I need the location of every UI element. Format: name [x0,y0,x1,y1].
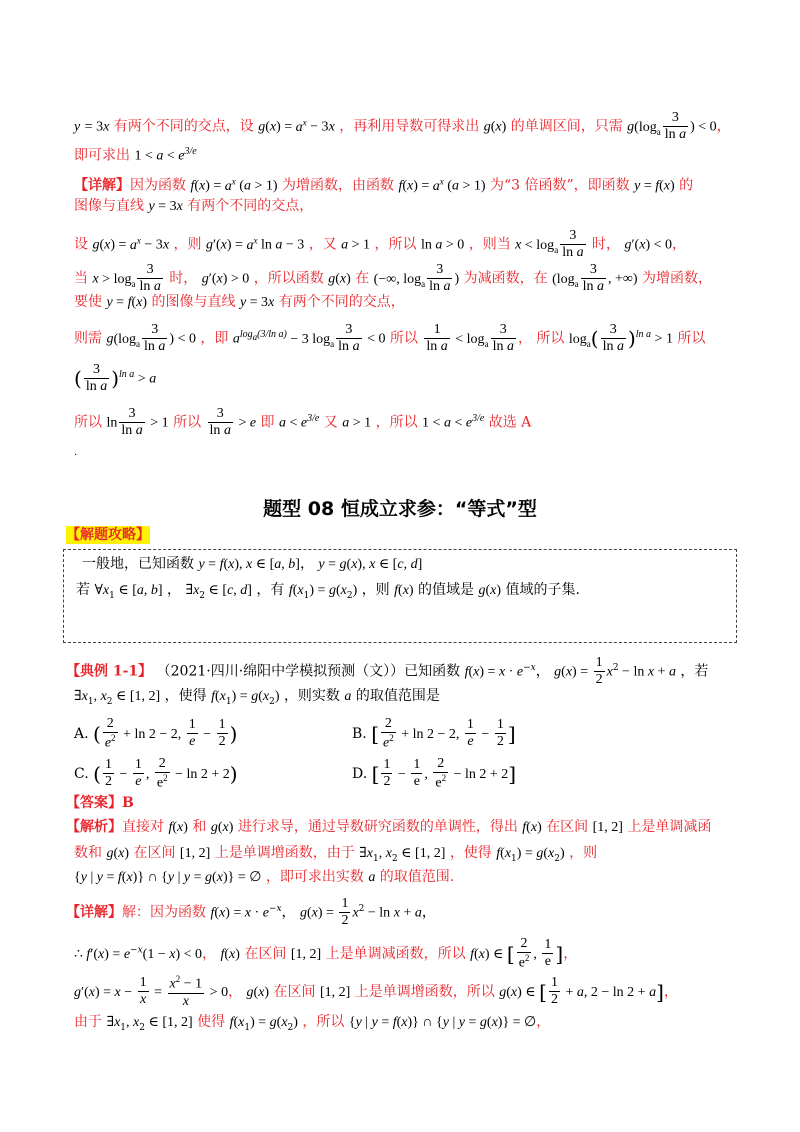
strategy-tag-line [66,527,740,544]
example-tag: 【典例 1-1】 [66,663,153,680]
text-line: y = 3x 有两个不同的交点，设 $g(x) = a^x - 3x$ ，再利用导数可得求出 g(x) 的单调区间，只需 $g(\log_a$ $\frac{3}{\text{ln a}}$ ) < 0， [74,110,731,143]
text-line: 设 $g(x) = a^x - 3x$ ，则 $g'(x) = a^x$ ln a − 3 ，又 a > 1 ，所以 ln a > 0 ，则当 $x < \log_a$ $\frac{3}{\text{ln a}}$ 时， g′(x) < 0， [74,228,686,261]
text-line: 则需 $g(\log_a$ $\frac{3}{\text{ln a}}$ ) < 0 ，即 $a^{log_a(3/ln a)} - 3$ $\log_a$ $\frac{3}{\text{ln a}}$ < 0 所以 $\frac{1}{\text{ln a}}$ < $\log_a$ $\frac{3}{\text{ln a}}$ ， 所以 $\log_a$( $\frac{3}{\text{ln a}}$ )$^{ln a}$ > 1 所以 [74,322,706,355]
detail-line: 由于 $\exists x_1$, $x_2$ ∈ [1, 2] 使得 $f(x_1) = g(x_2)$ ，所以 {y | y = f(x)} ∩ {y | y = g(x)} = ∅， [74,1014,551,1033]
box-line: 一般地，已知函数 y = f(x), x ∈ [a, b]， y = g(x), x ∈ [c, d] [82,556,423,572]
strategy-tag: 【解题攻略】 [66,527,150,543]
text-line: 【详解】因为函数 $f(x) = a^x$ (a > 1) 为增函数，由函数 $f(x) = a^x$ (a > 1) 为“3 倍函数”，即函数 y = f(x) 的 [74,176,694,194]
example-line: $\exists x_1$, $x_2$ ∈ [1, 2] ，使得 $f(x_1) = g(x_2)$ ，则实数 a 的取值范围是 [74,688,440,707]
option-d[interactable]: D. [ $\frac{1}{2}$ − $\frac{1}{e}$ , $\frac{2}{e^2}$ − ln 2 + 2] [352,756,517,791]
option-c[interactable]: C. ( $\frac{1}{2}$ − $\frac{1}{e}$ , $\frac{2}{e^2}$ − ln 2 + 2) [74,756,238,791]
text-line: 图像与直线 y = 3x 有两个不同的交点， [74,198,314,214]
answer-line [66,795,740,812]
analysis-line: {y | y = f(x)} ∩ {y | y = g(x)} = ∅ ，即可求出实数 a 的取值范围. [74,869,455,885]
answer-value: B [122,795,134,811]
stray-dot: . [74,447,78,458]
box-line: 若 $\forall x_1$ ∈ [a, b] ， $\exists x_2$ ∈ [c, d] ，有 $f(x_1) = g(x_2)$ ，则 f(x) 的值域是 g(x) 值域的子集. [76,582,580,601]
analysis-line: 【解析】直接对 f(x) 和 g(x) 进行求导，通过导数研究函数的单调性，得出 f(x) 在区间 [1, 2] 上是单调减函 [66,819,712,835]
text-line: 当 $x > \log_a$ $\frac{3}{\text{ln a}}$ 时， g′(x) > 0 ，所以函数 g(x) 在 (−∞, $\log_a$ $\frac{3}{\text{ln a}}$ ) 为减函数，在 ($\log_a$ $\frac{3}{\text{ln a}}$ , +∞) 为增函数， [74,262,713,295]
detail-line: ∴ $f'(x) = e^{-x}(1 - x) < 0$， f(x) 在区间 [1, 2] 上是单调减函数，所以 f(x) ∈ [ $\frac{2}{e^2}$ , $\frac{1}{e}$ ]， [74,936,578,971]
option-a[interactable]: A. ( $\frac{2}{e^2}$ + ln 2 − 2, $\frac{1}{e}$ − $\frac{1}{2}$ ) [74,716,238,751]
text-line: 所以 ln $\frac{3}{\text{ln a}}$ > 1 所以 $\frac{3}{\text{ln a}}$ > e 即 $a < e^{3/e}$ 又 a > 1 ，所以 $1 < a < e^{3/e}$ 故选 A [74,406,532,439]
detail-line: 【详解】解：因为函数 $f(x) = x \cdot e^{-x}$， g(x) = $\frac{1}{2}$ $x^2 - \ln x + a$， [66,896,436,929]
text-line: ( $\frac{3}{\text{ln a}}$ )$^{ln a}$ > a [74,362,157,395]
text-line: 要使 y = f(x) 的图像与直线 y = 3x 有两个不同的交点， [74,294,405,310]
analysis-tag: 【解析】 [66,819,122,835]
example-line: 【典例 1-1】 （2021·四川·绵阳中学模拟预测（文））已知函数 $f(x) = x \cdot e^{-x}$， g(x) = $\frac{1}{2}$ $x^2 - \ln x + a$ ，若 [66,655,709,688]
analysis-line: 数和 g(x) 在区间 [1, 2] 上是单调增函数，由于 $\exists x_1$, $x_2$ ∈ [1, 2] ，使得 $f(x_1) = g(x_2)$ ，则 [74,845,598,864]
answer-tag: 【答案】 [66,795,122,811]
text-line: 即可求出 $1 < a < e^{3/e}$ [74,146,197,164]
detail-line: g′(x) = x − $\frac{1}{x}$ = $\frac{x^2 - 1}{x}$ > 0， g(x) 在区间 [1, 2] 上是单调增函数，所以 g(x) ∈ [ $\frac{1}{2}$ + a, 2 − ln 2 + a]， [74,974,678,1009]
option-b[interactable]: B. [ $\frac{2}{e^2}$ + ln 2 − 2, $\frac{1}{e}$ − $\frac{1}{2}$ ] [352,716,516,751]
detail-tag: 【详解】 [66,904,122,921]
section-heading: 题型 08 恒成立求参：“等式”型 [263,498,537,520]
